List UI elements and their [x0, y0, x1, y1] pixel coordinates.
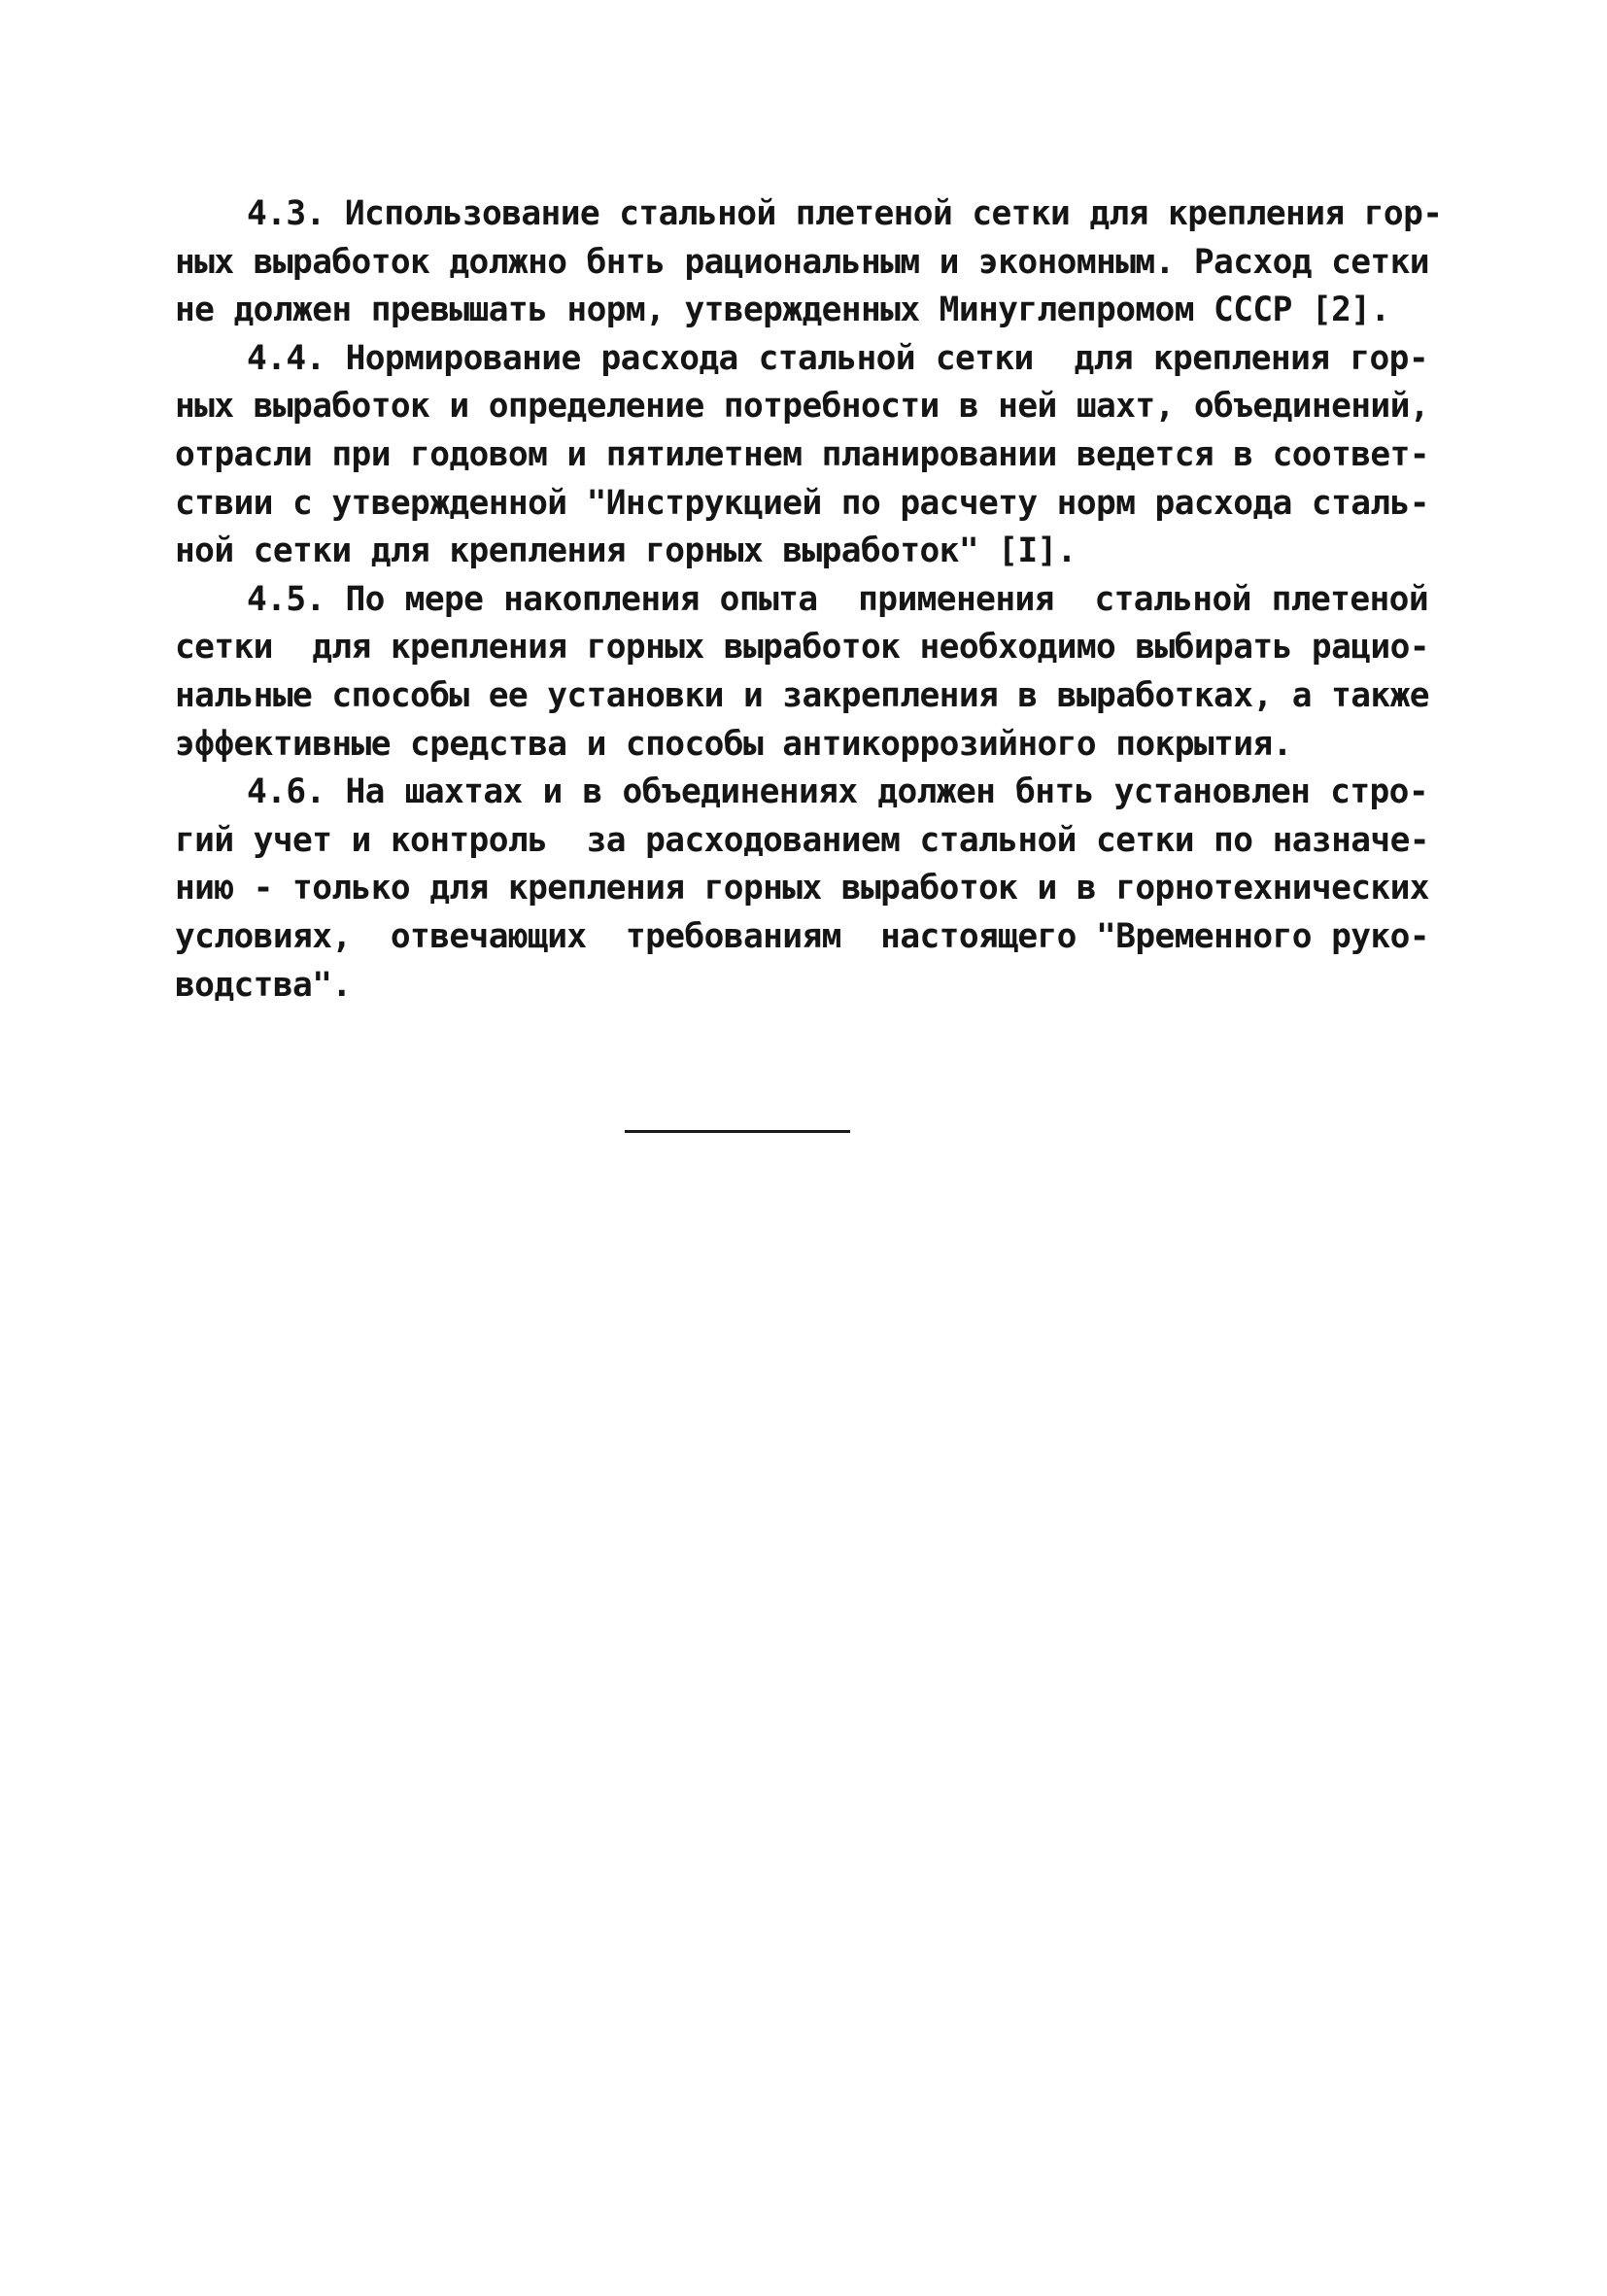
- text-line: нию - только для крепления горных выработок и в горнотехнических: [175, 869, 1429, 908]
- text-line: водства".: [175, 965, 352, 1005]
- text-line: условиях, отвечающих требованиям настоящего "Временного руко-: [175, 916, 1429, 956]
- paragraph-4-3: [175, 190, 1443, 335]
- text-line: ной сетки для крепления горных выработок" [I].: [175, 531, 1077, 571]
- text-line: отрасли при годовом и пятилетнем планировании ведется в соответ-: [175, 434, 1429, 474]
- text-line: сетки для крепления горных выработок необходимо выбирать рацио-: [175, 628, 1429, 668]
- end-separator-line: [625, 1130, 850, 1133]
- text-line: гий учет и контроль за расходованием стальной сетки по назначе-: [175, 820, 1429, 860]
- text-line: эффективные средства и способы антикоррозийного покрытия.: [175, 724, 1292, 764]
- text-line: не должен превышать норм, утвержденных Минуглепромом СССР [2].: [175, 291, 1390, 330]
- document-body: [175, 190, 1443, 1010]
- text-line: 4.3. Использование стальной плетеной сетки для крепления гор-: [247, 194, 1443, 233]
- paragraph-4-4: [175, 335, 1428, 576]
- text-line: 4.4. Нормирование расхода стальной сетки для крепления гор-: [247, 338, 1428, 378]
- text-line: 4.6. На шахтах и в объединениях должен бнть установлен стро-: [247, 772, 1428, 812]
- paragraph-4-6: [175, 769, 1428, 1010]
- text-line: 4.5. По мере накопления опыта применения стальной плетеной: [247, 579, 1428, 619]
- paragraph-4-5: [175, 576, 1428, 769]
- text-line: ных выработок должно бнть рациональным и экономным. Расход сетки: [175, 242, 1429, 282]
- text-line: ных выработок и определение потребности в ней шахт, объединений,: [175, 387, 1429, 427]
- text-line: ствии с утвержденной "Инструкцией по расчету норм расхода сталь-: [175, 483, 1429, 523]
- text-line: нальные способы ее установки и закрепления в выработках, а также: [175, 675, 1429, 715]
